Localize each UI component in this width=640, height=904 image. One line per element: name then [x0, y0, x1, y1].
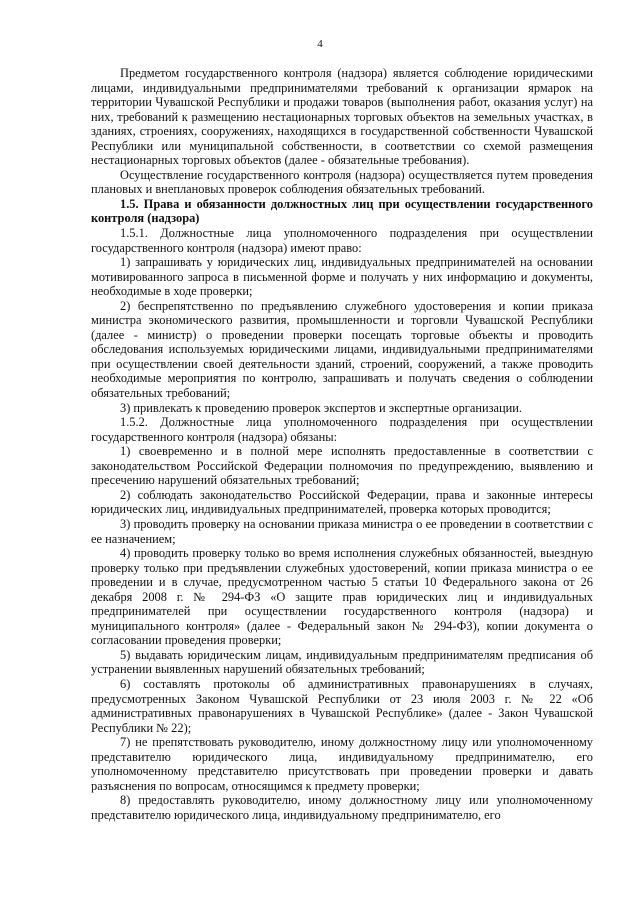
section-heading-1-5: 1.5. Права и обязанности должностных лиц при осуществлении государственного контроля (надзора) [91, 196, 593, 226]
paragraph-1-5-2-duties-intro: 1.5.2. Должностные лица уполномоченного подразделения при осуществлении государственного контроля (надзора) обязаны: [91, 415, 593, 444]
list-item-duty-4: 4) проводить проверку только во время исполнения служебных обязанностей, выездную проверку только при предъявлении служебных удостоверений, копии приказа министра о ее проведении и в случае, предусмотренном частью 5 статьи 10 Федерального закона от 26 декабря 2008 г. № 294-ФЗ «О защите прав юридических лиц и индивидуальных предпринимателей при осуществлении государственного контроля (надзора) и муниципального контроля» (далее - Федеральный закон № 294-ФЗ), копии документа о согласовании проведения проверки; [91, 546, 593, 648]
list-item-right-1: 1) запрашивать у юридических лиц, индивидуальных предпринимателей на основании мотивированного запроса в письменной форме и получать у них информацию и документы, необходимые в ходе проверки; [91, 255, 593, 299]
list-item-right-3: 3) привлекать к проведению проверок экспертов и экспертные организации. [120, 400, 522, 415]
page-number: 4 [317, 38, 323, 50]
list-item-duty-2: 2) соблюдать законодательство Российской Федерации, права и законные интересы юридических лиц, индивидуальных предпринимателей, проверка которых проводится; [91, 487, 593, 517]
paragraph-control-method: Осуществление государственного контроля (надзора) осуществляется путем проведения плановых и внеплановых проверок соблюдения обязательных требований. [91, 167, 593, 197]
document-body [91, 66, 593, 822]
paragraph-1-5-1-rights-intro: 1.5.1. Должностные лица уполномоченного подразделения при осуществлении государственного контроля (надзора) имеют право: [91, 226, 593, 255]
list-item-duty-3: 3) проводить проверку на основании приказа министра о ее проведении в соответствии с ее назначением; [91, 516, 593, 546]
list-item-duty-1: 1) своевременно и в полной мере исполнять предоставленные в соответствии с законодательством Российской Федерации полномочия по предупреждению, выявлению и пресечению нарушений обязательных требований; [91, 444, 593, 488]
paragraph-subject-of-control: Предметом государственного контроля (надзора) является соблюдение юридическими лицами, индивидуальными предпринимателями требований к организации ярмарок на территории Чувашской Республики и продажи товаров (выполнения работ, оказания услуг) на них, требований к размещению нестационарных торговых объектов на земельных участках, в зданиях, строениях, сооружениях, находящихся в государственной собственности Чувашской Республики или муниципальной собственности, в соответствии со схемой размещения нестационарных торговых объектов (далее - обязательные требования). [91, 66, 593, 168]
list-item-duty-8: 8) предоставлять руководителю, иному должностному лицу или уполномоченному представителю юридического лица, индивидуальному предпринимателю, его [91, 793, 593, 822]
list-item-right-2: 2) беспрепятственно по предъявлению служебного удостоверения и копии приказа министра экономического развития, промышленности и торговли Чувашской Республики (далее - министр) о проведении проверки посещать торговые объекты и проводить обследования используемых юридическими лицами, индивидуальными предпринимателями при осуществлении своей деятельности зданий, строений, сооружений, а также проводить необходимые мероприятия по контролю, запрашивать и получать сведения о соблюдении обязательных требований; [91, 298, 593, 401]
list-item-duty-6: 6) составлять протоколы об административных правонарушениях в случаях, предусмотренных Законом Чувашской Республики от 23 июля 2003 г. № 22 «Об административных правонарушениях в Чувашской Республике» (далее - Закон Чувашской Республики № 22); [91, 676, 593, 735]
list-item-duty-7: 7) не препятствовать руководителю, иному должностному лицу или уполномоченному представителю юридического лица, индивидуальному предпринимателю, его уполномоченному представителю присутствовать при проведении проверки и давать разъяснения по вопросам, относящимся к предмету проверки; [91, 735, 593, 793]
list-item-duty-5: 5) выдавать юридическим лицам, индивидуальным предпринимателям предписания об устранении выявленных нарушений обязательных требований; [91, 647, 593, 677]
